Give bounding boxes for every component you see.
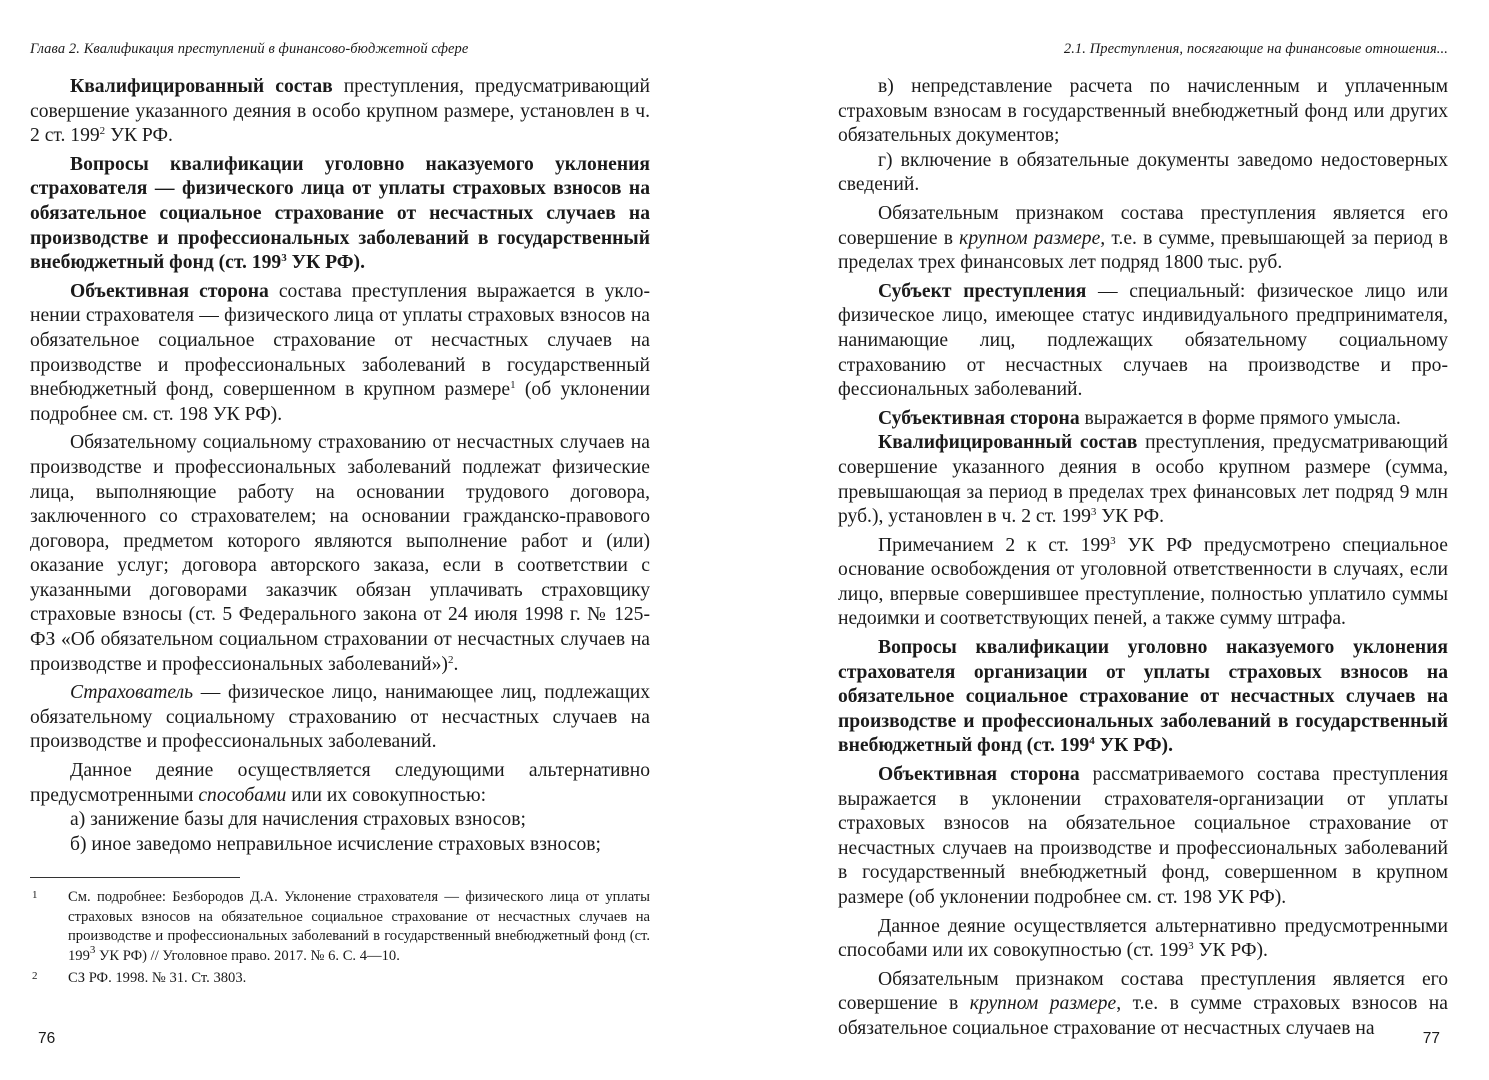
italic-term: крупном размере [969, 993, 1117, 1015]
footnote [30, 969, 650, 989]
footnote [30, 888, 650, 966]
left-page [30, 0, 650, 1080]
page-body [30, 75, 650, 861]
paragraph [838, 280, 1448, 403]
page-number: 77 [1422, 1030, 1440, 1047]
superscript: 4 [1089, 735, 1095, 748]
footnote-number: 1 [32, 889, 38, 901]
text: т.е. в сумме, превышающей за период в пределах трех финансовых лет подряд 1800 тыс. руб. [838, 227, 1449, 274]
superscript: 3 [89, 943, 96, 956]
list-item: б) иное заведомо неправильное исчисление страховых взносов; [70, 833, 601, 855]
list-item: а) занижение базы для начисления страховых взносов; [70, 809, 526, 831]
superscript: 3 [281, 252, 287, 265]
running-head: 2.1. Преступления, посягающие на финансовые отношения... [1063, 41, 1448, 57]
text: УК РФ. [105, 125, 173, 147]
paragraph [838, 534, 1448, 632]
text: — специальный: физическое лицо или физическое лицо, имеющее статус индивидуального предпринимателя, нанимающие лиц, подлежащих обязательному социальному страхованию от несчастных случаев на производстве и профессиональных заболеваний. [838, 280, 1448, 401]
text: преступления, предусматривающий совершение указанного деяния в особо крупном размере (сумма, превышающая за период в пределах трех финансовых лет подряд 9 млн руб.), установлен в ч. 2 ст. 199 [838, 432, 1448, 528]
superscript: 3 [1188, 940, 1194, 953]
paragraph [838, 915, 1448, 964]
right-page [838, 0, 1448, 1080]
section-heading [838, 636, 1448, 759]
text: преступления, предусматривающий совершение указанного деяния в особо крупном размере, установлен в ч. 2 ст. 199 [30, 76, 651, 147]
text: Обязательным признаком состава преступления является его совершение в [838, 968, 1448, 1015]
text: (об уклонении подробнее см. ст. 198 УК РФ). [30, 379, 650, 425]
bold-term: Субъект преступления [878, 280, 1087, 302]
text: Примечанием 2 к ст. 199 [878, 534, 1111, 556]
text: Данное деяние осуществляется следующими альтернативно предусмотренными [30, 760, 650, 806]
text: Обязательному социальному страхованию от несчастных случаев на производстве и профессиональных заболеваний подлежат физические лица, выполняющие работу на основании трудового договора, заключенного со страхователем; на основании гражданско-правового договора, предметом которого являются выполнение работ и (или) оказание услуг; договора авторского заказа, если в соответствии с указанными договорами заказчик обязан уплачивать страховщику страховые взносы (ст. 5 Федерального закона от 24 июля 1998 г. № 125-ФЗ «Об обязательном социальном страховании от несчастных случаев на производстве и профессиональных заболеваний») [30, 432, 650, 675]
paragraph [30, 280, 650, 428]
paragraph [838, 407, 1448, 432]
text: , т.е. в сумме страховых взносов на обязательное социальное страхование от несчастных случаев на [838, 993, 1448, 1039]
footnote-text: См. подробнее: Безбородов Д.А. Уклонение страхователя — физического лица от уплаты страховых взносов на обязательное социальное страхование от несчастных случаев на производстве и профессиональных заболеваний в государственный внебюджетный фонд (ст. 199 [68, 889, 650, 964]
running-head: Глава 2. Квалификация преступлений в финансово-бюджетной сфере [30, 41, 469, 57]
italic-term: способами [198, 784, 287, 806]
heading-text: Вопросы квалификации уголовно наказуемого уклонения страхователя организации от уплаты страховых взносов на обязательное социальное страхование от несчастных случаев на производстве и профессиональных заболеваний в государственный внебюджетный фонд (ст. 199 [838, 637, 1448, 757]
section-heading [30, 153, 650, 276]
footnote-divider [30, 877, 240, 878]
text: Данное деяние осуществляется альтернативно предусмотренными способами или их совокупностью (ст. 199 [838, 915, 1448, 962]
heading-text: УК РФ). [286, 252, 365, 274]
text: Обязательным признаком состава преступления является его совершение в [838, 202, 1448, 249]
italic-term: крупном размере, [959, 227, 1106, 249]
page-number: 76 [38, 1030, 56, 1047]
text: или их совокупностью: [286, 784, 487, 806]
text: выражается в форме прямого умысла. [1079, 407, 1401, 429]
text: УК РФ). [1193, 940, 1268, 962]
bold-term: Квалифицированный состав [70, 76, 333, 97]
paragraph [838, 202, 1448, 276]
list-item: г) включение в обязательные документы заведомо недостоверных сведений. [838, 149, 1448, 196]
list-item: в) непредставление расчета по начисленным и уплаченным страховым взносам в государственный внебюджетный фонд или других обязательных документов; [838, 76, 1448, 147]
bold-term: Объективная сторона [70, 280, 269, 302]
footnote-number: 2 [32, 970, 38, 983]
bold-term: Квалифицированный состав [878, 432, 1138, 454]
bold-term: Субъективная сторона [878, 407, 1080, 429]
superscript: 3 [1110, 534, 1116, 547]
superscript: 3 [1090, 506, 1097, 519]
paragraph [838, 763, 1448, 911]
text: состава преступления выражается в уклонении страхователя — физического лица от уплаты страховых взносов на обязательное социальное страхование от несчастных случаев на производстве и профессиональных заболеваний в государственный внебюджетный фонд, совершенном в крупном размере [30, 280, 651, 401]
page-body [838, 75, 1448, 1046]
paragraph [30, 431, 650, 677]
bold-term: Объективная сторона [878, 764, 1080, 786]
paragraph [838, 431, 1448, 529]
text: рассматриваемого состава преступления выражается в уклонении страхователя-организации от уплаты страховых взносов на обязательное социальное страхование от несчастных случаев на производстве и профессиональных заболеваний в государственный внебюджетный фонд, совершенном в крупном размере (об уклонении подробнее см. ст. 198 УК РФ). [838, 764, 1448, 908]
heading-text: УК РФ). [1094, 735, 1173, 757]
text: УК РФ. [1096, 506, 1165, 528]
footnotes [30, 888, 650, 992]
paragraph [30, 681, 650, 755]
paragraph [30, 75, 650, 149]
heading-text: Вопросы квалификации уголовно наказуемого уклонения страхователя — физического лица от уплаты страховых взносов на обязательное социальное страхование от несчастных случаев на производстве и профессиональных заболеваний в государственный внебюджетный фонд (ст. 199 [30, 153, 650, 274]
text: . [453, 653, 459, 675]
footnote-ref[interactable]: 2 [447, 653, 454, 666]
footnote-ref[interactable]: 1 [510, 379, 516, 392]
paragraph [30, 759, 650, 808]
footnote-text: СЗ РФ. 1998. № 31. Ст. 3803. [68, 970, 247, 987]
superscript: 2 [99, 125, 106, 138]
italic-term: Страхователь [70, 682, 194, 704]
text: — физическое лицо, нанимающее лиц, подлежащих обязательному социальному страхованию от несчастных случаев на производстве и профессиональных заболеваний. [30, 682, 650, 753]
footnote-text: УК РФ) // Уголовное право. 2017. № 6. С. 4—10. [95, 947, 400, 964]
paragraph [838, 968, 1448, 1042]
text: УК РФ предусмотрено специальное основание освобождения от уголовной ответственности в случаях, если лицо, впервые совершившее преступление, полностью уплатило суммы недоимки и соответствующих пеней, а также сумму штрафа. [838, 534, 1448, 630]
